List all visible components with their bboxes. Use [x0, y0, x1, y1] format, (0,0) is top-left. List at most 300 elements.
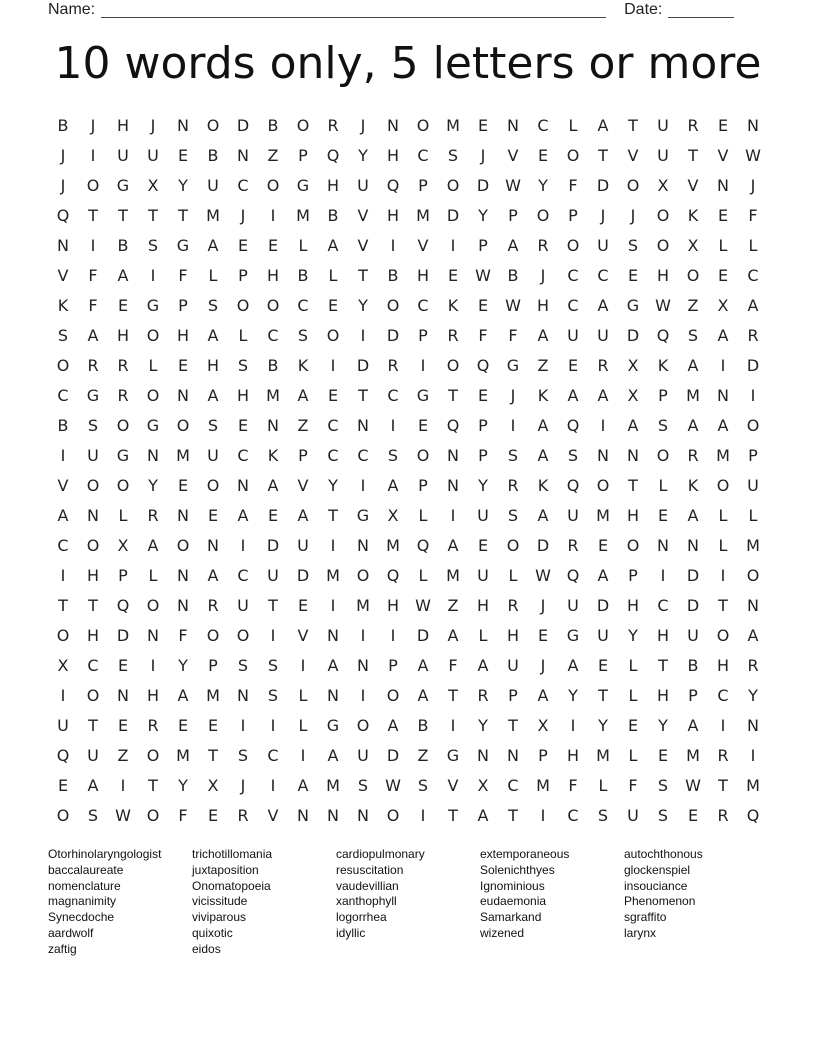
grid-letter[interactable]: V — [267, 806, 279, 825]
grid-letter[interactable]: N — [237, 476, 249, 495]
grid-letter[interactable]: O — [56, 626, 70, 645]
grid-letter[interactable]: P — [118, 566, 128, 585]
grid-letter[interactable]: F — [178, 266, 188, 285]
grid-letter[interactable]: N — [357, 416, 369, 435]
grid-letter[interactable]: A — [477, 806, 489, 825]
grid-letter[interactable]: A — [387, 716, 399, 735]
grid-letter[interactable]: H — [116, 116, 130, 135]
grid-letter[interactable]: T — [658, 656, 668, 675]
grid-letter[interactable]: D — [626, 326, 640, 345]
grid-letter[interactable]: F — [508, 326, 518, 345]
grid-letter[interactable]: D — [386, 326, 400, 345]
grid-letter[interactable]: B — [57, 416, 69, 435]
grid-letter[interactable]: V — [357, 206, 369, 225]
grid-letter[interactable]: P — [178, 296, 188, 315]
grid-letter[interactable]: N — [747, 716, 759, 735]
grid-letter[interactable]: K — [297, 356, 309, 375]
grid-letter[interactable]: A — [177, 686, 189, 705]
grid-letter[interactable]: E — [207, 806, 219, 825]
grid-letter[interactable]: A — [597, 116, 609, 135]
grid-letter[interactable]: I — [450, 236, 456, 255]
grid-letter[interactable]: Y — [478, 206, 488, 225]
grid-letter[interactable]: I — [540, 806, 546, 825]
grid-letter[interactable]: E — [207, 716, 219, 735]
grid-letter[interactable]: S — [57, 326, 69, 345]
grid-letter[interactable]: W — [685, 776, 701, 795]
grid-letter[interactable]: A — [207, 566, 219, 585]
grid-letter[interactable]: N — [447, 446, 459, 465]
grid-letter[interactable]: C — [657, 596, 669, 615]
grid-letter[interactable]: S — [567, 446, 579, 465]
grid-letter[interactable]: D — [746, 356, 760, 375]
grid-letter[interactable]: A — [237, 506, 249, 525]
grid-letter[interactable]: U — [237, 596, 249, 615]
grid-letter[interactable]: L — [598, 776, 608, 795]
grid-letter[interactable]: I — [240, 536, 246, 555]
grid-letter[interactable]: I — [420, 806, 426, 825]
grid-letter[interactable]: Z — [297, 416, 309, 435]
grid-letter[interactable]: A — [747, 626, 759, 645]
grid-letter[interactable]: F — [178, 806, 188, 825]
grid-letter[interactable]: M — [176, 746, 190, 765]
grid-letter[interactable]: O — [176, 416, 190, 435]
grid-letter[interactable]: B — [57, 116, 69, 135]
grid-letter[interactable]: C — [747, 266, 759, 285]
grid-letter[interactable]: T — [148, 206, 158, 225]
grid-letter[interactable]: S — [87, 416, 99, 435]
grid-letter[interactable]: H — [656, 686, 670, 705]
grid-letter[interactable]: M — [326, 776, 340, 795]
grid-letter[interactable]: E — [477, 386, 489, 405]
grid-letter[interactable]: I — [60, 686, 66, 705]
grid-letter[interactable]: P — [418, 476, 428, 495]
grid-letter[interactable]: S — [237, 356, 249, 375]
grid-letter[interactable]: J — [630, 206, 636, 225]
grid-letter[interactable]: P — [478, 416, 488, 435]
grid-letter[interactable]: T — [448, 686, 458, 705]
grid-letter[interactable]: D — [476, 176, 490, 195]
grid-letter[interactable]: V — [57, 266, 69, 285]
grid-letter[interactable]: N — [387, 116, 399, 135]
grid-letter[interactable]: L — [508, 566, 518, 585]
grid-letter[interactable]: U — [597, 236, 609, 255]
grid-letter[interactable]: N — [177, 506, 189, 525]
grid-letter[interactable]: E — [717, 266, 729, 285]
grid-letter[interactable]: A — [417, 686, 429, 705]
grid-letter[interactable]: O — [206, 116, 220, 135]
grid-letter[interactable]: T — [628, 476, 638, 495]
grid-letter[interactable]: O — [656, 206, 670, 225]
grid-letter[interactable]: I — [420, 356, 426, 375]
grid-letter[interactable]: A — [537, 416, 549, 435]
grid-letter[interactable]: O — [86, 476, 100, 495]
grid-letter[interactable]: E — [537, 146, 549, 165]
grid-letter[interactable]: O — [746, 566, 760, 585]
grid-letter[interactable]: I — [300, 656, 306, 675]
grid-letter[interactable]: S — [297, 326, 309, 345]
grid-letter[interactable]: O — [416, 116, 430, 135]
grid-letter[interactable]: S — [237, 656, 249, 675]
grid-letter[interactable]: N — [177, 116, 189, 135]
grid-letter[interactable]: I — [300, 746, 306, 765]
grid-letter[interactable]: O — [206, 626, 220, 645]
grid-letter[interactable]: Q — [116, 596, 130, 615]
grid-letter[interactable]: I — [660, 566, 666, 585]
grid-letter[interactable]: O — [626, 176, 640, 195]
grid-letter[interactable]: I — [750, 746, 756, 765]
grid-letter[interactable]: Q — [656, 326, 670, 345]
grid-letter[interactable]: C — [417, 146, 429, 165]
grid-letter[interactable]: O — [236, 296, 250, 315]
grid-letter[interactable]: U — [207, 176, 219, 195]
grid-letter[interactable]: Q — [56, 206, 70, 225]
grid-letter[interactable]: A — [687, 356, 699, 375]
grid-letter[interactable]: H — [626, 596, 640, 615]
grid-letter[interactable]: A — [567, 656, 579, 675]
grid-letter[interactable]: Y — [328, 476, 338, 495]
grid-letter[interactable]: A — [627, 416, 639, 435]
grid-letter[interactable]: U — [477, 506, 489, 525]
grid-letter[interactable]: T — [688, 146, 698, 165]
grid-letter[interactable]: A — [267, 476, 279, 495]
grid-letter[interactable]: O — [566, 236, 580, 255]
grid-letter[interactable]: E — [477, 536, 489, 555]
grid-letter[interactable]: C — [327, 416, 339, 435]
grid-letter[interactable]: O — [296, 116, 310, 135]
grid-letter[interactable]: P — [508, 686, 518, 705]
grid-letter[interactable]: D — [446, 206, 460, 225]
grid-letter[interactable]: T — [268, 596, 278, 615]
grid-letter[interactable]: H — [86, 566, 100, 585]
grid-letter[interactable]: V — [57, 476, 69, 495]
grid-letter[interactable]: U — [597, 326, 609, 345]
grid-letter[interactable]: H — [86, 626, 100, 645]
grid-letter[interactable]: T — [448, 386, 458, 405]
grid-letter[interactable]: P — [478, 236, 488, 255]
grid-letter[interactable]: U — [567, 326, 579, 345]
grid-letter[interactable]: G — [566, 626, 580, 645]
grid-letter[interactable]: D — [266, 536, 280, 555]
grid-letter[interactable]: L — [628, 656, 638, 675]
grid-letter[interactable]: P — [568, 206, 578, 225]
grid-letter[interactable]: S — [447, 146, 459, 165]
grid-letter[interactable]: S — [597, 806, 609, 825]
grid-letter[interactable]: S — [657, 776, 669, 795]
grid-letter[interactable]: A — [417, 656, 429, 675]
grid-letter[interactable]: Y — [358, 296, 368, 315]
grid-letter[interactable]: F — [88, 266, 98, 285]
grid-letter[interactable]: B — [297, 266, 309, 285]
grid-letter[interactable]: A — [537, 446, 549, 465]
grid-letter[interactable]: A — [207, 236, 219, 255]
grid-letter[interactable]: A — [117, 266, 129, 285]
grid-letter[interactable]: N — [477, 746, 489, 765]
grid-letter[interactable]: C — [327, 446, 339, 465]
grid-letter[interactable]: N — [357, 656, 369, 675]
grid-letter[interactable]: Y — [598, 716, 608, 735]
grid-letter[interactable]: I — [510, 416, 516, 435]
grid-letter[interactable]: E — [477, 116, 489, 135]
grid-letter[interactable]: T — [598, 146, 608, 165]
grid-letter[interactable]: T — [358, 266, 368, 285]
grid-letter[interactable]: M — [716, 446, 730, 465]
grid-letter[interactable]: I — [600, 416, 606, 435]
grid-letter[interactable]: O — [146, 386, 160, 405]
grid-letter[interactable]: U — [207, 446, 219, 465]
grid-letter[interactable]: O — [596, 476, 610, 495]
grid-letter[interactable]: I — [60, 566, 66, 585]
grid-letter[interactable]: C — [357, 446, 369, 465]
grid-letter[interactable]: Q — [326, 146, 340, 165]
grid-letter[interactable]: K — [687, 206, 699, 225]
grid-letter[interactable]: N — [597, 446, 609, 465]
grid-letter[interactable]: O — [116, 416, 130, 435]
grid-letter[interactable]: J — [540, 266, 546, 285]
grid-letter[interactable]: O — [506, 536, 520, 555]
grid-letter[interactable]: U — [267, 566, 279, 585]
grid-letter[interactable]: J — [540, 596, 546, 615]
grid-letter[interactable]: P — [538, 746, 548, 765]
grid-letter[interactable]: S — [207, 416, 219, 435]
grid-letter[interactable]: X — [657, 176, 669, 195]
grid-letter[interactable]: O — [116, 476, 130, 495]
grid-letter[interactable]: P — [688, 686, 698, 705]
grid-letter[interactable]: W — [505, 296, 521, 315]
grid-letter[interactable]: D — [686, 596, 700, 615]
grid-letter[interactable]: T — [358, 386, 368, 405]
grid-letter[interactable]: I — [60, 446, 66, 465]
grid-letter[interactable]: H — [236, 386, 250, 405]
grid-letter[interactable]: T — [208, 746, 218, 765]
grid-letter[interactable]: T — [598, 686, 608, 705]
grid-letter[interactable]: R — [747, 656, 759, 675]
grid-letter[interactable]: H — [206, 356, 220, 375]
grid-letter[interactable]: V — [357, 236, 369, 255]
grid-letter[interactable]: H — [656, 626, 670, 645]
grid-letter[interactable]: C — [237, 446, 249, 465]
grid-letter[interactable]: Y — [568, 686, 578, 705]
grid-letter[interactable]: A — [297, 386, 309, 405]
grid-letter[interactable]: C — [717, 686, 729, 705]
grid-letter[interactable]: O — [146, 746, 160, 765]
grid-letter[interactable]: G — [146, 416, 160, 435]
grid-letter[interactable]: C — [237, 566, 249, 585]
grid-letter[interactable]: X — [627, 386, 639, 405]
grid-letter[interactable]: U — [87, 746, 99, 765]
grid-letter[interactable]: U — [567, 506, 579, 525]
grid-letter[interactable]: A — [687, 506, 699, 525]
grid-letter[interactable]: V — [447, 776, 459, 795]
grid-letter[interactable]: O — [56, 356, 70, 375]
grid-letter[interactable]: R — [327, 116, 339, 135]
grid-letter[interactable]: C — [57, 386, 69, 405]
grid-letter[interactable]: C — [267, 326, 279, 345]
grid-letter[interactable]: A — [567, 386, 579, 405]
grid-letter[interactable]: Y — [478, 716, 488, 735]
grid-letter[interactable]: R — [147, 716, 159, 735]
grid-letter[interactable]: H — [476, 596, 490, 615]
grid-letter[interactable]: F — [568, 776, 578, 795]
grid-letter[interactable]: N — [327, 626, 339, 645]
grid-letter[interactable]: T — [148, 776, 158, 795]
grid-letter[interactable]: R — [207, 596, 219, 615]
grid-letter[interactable]: F — [628, 776, 638, 795]
grid-letter[interactable]: T — [58, 596, 68, 615]
grid-letter[interactable]: Q — [446, 416, 460, 435]
grid-letter[interactable]: D — [296, 566, 310, 585]
grid-letter[interactable]: T — [118, 206, 128, 225]
grid-letter[interactable]: V — [627, 146, 639, 165]
grid-letter[interactable]: H — [416, 266, 430, 285]
grid-letter[interactable]: O — [446, 356, 460, 375]
grid-letter[interactable]: G — [356, 506, 370, 525]
grid-letter[interactable]: M — [356, 596, 370, 615]
grid-letter[interactable]: I — [390, 236, 396, 255]
grid-letter[interactable]: C — [57, 536, 69, 555]
grid-letter[interactable]: A — [207, 386, 219, 405]
grid-letter[interactable]: P — [418, 326, 428, 345]
grid-letter[interactable]: O — [56, 806, 70, 825]
grid-letter[interactable]: V — [717, 146, 729, 165]
grid-letter[interactable]: E — [177, 356, 189, 375]
grid-letter[interactable]: G — [446, 746, 460, 765]
grid-letter[interactable]: X — [717, 296, 729, 315]
grid-letter[interactable]: S — [627, 236, 639, 255]
grid-letter[interactable]: A — [447, 536, 459, 555]
grid-letter[interactable]: S — [387, 446, 399, 465]
grid-letter[interactable]: O — [266, 176, 280, 195]
grid-letter[interactable]: A — [387, 476, 399, 495]
grid-letter[interactable]: L — [148, 566, 158, 585]
grid-letter[interactable]: A — [327, 236, 339, 255]
grid-letter[interactable]: E — [297, 596, 309, 615]
grid-letter[interactable]: E — [207, 506, 219, 525]
grid-letter[interactable]: H — [626, 506, 640, 525]
grid-letter[interactable]: P — [388, 656, 398, 675]
grid-letter[interactable]: E — [567, 356, 579, 375]
grid-letter[interactable]: Q — [566, 566, 580, 585]
grid-letter[interactable]: J — [750, 176, 756, 195]
grid-letter[interactable]: C — [597, 266, 609, 285]
grid-letter[interactable]: K — [537, 476, 549, 495]
grid-letter[interactable]: U — [507, 656, 519, 675]
grid-letter[interactable]: A — [747, 296, 759, 315]
grid-letter[interactable]: I — [360, 476, 366, 495]
grid-letter[interactable]: I — [330, 356, 336, 375]
grid-letter[interactable]: A — [447, 626, 459, 645]
grid-letter[interactable]: U — [687, 626, 699, 645]
grid-letter[interactable]: F — [178, 626, 188, 645]
grid-letter[interactable]: O — [386, 296, 400, 315]
grid-letter[interactable]: J — [60, 176, 66, 195]
grid-letter[interactable]: O — [266, 296, 280, 315]
grid-letter[interactable]: U — [597, 626, 609, 645]
grid-letter[interactable]: B — [417, 716, 429, 735]
grid-letter[interactable]: L — [568, 116, 578, 135]
grid-letter[interactable]: B — [327, 206, 339, 225]
grid-letter[interactable]: T — [508, 716, 518, 735]
grid-letter[interactable]: U — [567, 596, 579, 615]
grid-letter[interactable]: T — [718, 596, 728, 615]
grid-letter[interactable]: E — [177, 476, 189, 495]
grid-letter[interactable]: G — [146, 296, 160, 315]
grid-letter[interactable]: E — [117, 716, 129, 735]
grid-letter[interactable]: O — [86, 536, 100, 555]
grid-letter[interactable]: C — [537, 116, 549, 135]
grid-letter[interactable]: A — [537, 506, 549, 525]
grid-letter[interactable]: Y — [748, 686, 758, 705]
grid-letter[interactable]: O — [236, 626, 250, 645]
grid-letter[interactable]: L — [298, 236, 308, 255]
grid-letter[interactable]: M — [536, 776, 550, 795]
grid-letter[interactable]: O — [86, 176, 100, 195]
grid-letter[interactable]: E — [627, 716, 639, 735]
grid-letter[interactable]: I — [720, 566, 726, 585]
grid-letter[interactable]: E — [657, 746, 669, 765]
grid-letter[interactable]: T — [178, 206, 188, 225]
grid-letter[interactable]: Y — [358, 146, 368, 165]
grid-letter[interactable]: R — [477, 686, 489, 705]
grid-letter[interactable]: E — [237, 416, 249, 435]
grid-letter[interactable]: I — [270, 716, 276, 735]
grid-letter[interactable]: U — [357, 176, 369, 195]
grid-letter[interactable]: H — [566, 746, 580, 765]
grid-letter[interactable]: M — [326, 566, 340, 585]
grid-letter[interactable]: G — [86, 386, 100, 405]
grid-letter[interactable]: J — [360, 116, 366, 135]
grid-letter[interactable]: O — [416, 446, 430, 465]
grid-letter[interactable]: R — [747, 326, 759, 345]
grid-letter[interactable]: L — [208, 266, 218, 285]
grid-letter[interactable]: W — [415, 596, 431, 615]
grid-letter[interactable]: J — [90, 116, 96, 135]
grid-letter[interactable]: O — [536, 206, 550, 225]
grid-letter[interactable]: H — [326, 176, 340, 195]
grid-letter[interactable]: I — [450, 506, 456, 525]
grid-letter[interactable]: D — [116, 626, 130, 645]
date-field-line[interactable] — [668, 3, 734, 18]
grid-letter[interactable]: A — [687, 416, 699, 435]
grid-letter[interactable]: C — [417, 296, 429, 315]
grid-letter[interactable]: M — [686, 386, 700, 405]
grid-letter[interactable]: Y — [478, 476, 488, 495]
grid-letter[interactable]: L — [748, 236, 758, 255]
grid-letter[interactable]: A — [717, 326, 729, 345]
grid-letter[interactable]: J — [600, 206, 606, 225]
grid-letter[interactable]: C — [87, 656, 99, 675]
grid-letter[interactable]: E — [117, 296, 129, 315]
grid-letter[interactable]: K — [447, 296, 459, 315]
grid-letter[interactable]: A — [327, 746, 339, 765]
grid-letter[interactable]: G — [296, 176, 310, 195]
grid-letter[interactable]: T — [88, 206, 98, 225]
grid-letter[interactable]: E — [717, 116, 729, 135]
grid-letter[interactable]: M — [596, 506, 610, 525]
grid-letter[interactable]: J — [240, 776, 246, 795]
grid-letter[interactable]: Z — [687, 296, 699, 315]
grid-letter[interactable]: O — [206, 476, 220, 495]
grid-letter[interactable]: N — [267, 416, 279, 435]
grid-letter[interactable]: M — [446, 566, 460, 585]
grid-letter[interactable]: B — [387, 266, 399, 285]
grid-letter[interactable]: O — [686, 266, 700, 285]
grid-letter[interactable]: V — [687, 176, 699, 195]
grid-letter[interactable]: R — [717, 806, 729, 825]
grid-letter[interactable]: L — [628, 746, 638, 765]
grid-letter[interactable]: B — [267, 116, 279, 135]
grid-letter[interactable]: G — [116, 446, 130, 465]
grid-letter[interactable]: E — [417, 416, 429, 435]
